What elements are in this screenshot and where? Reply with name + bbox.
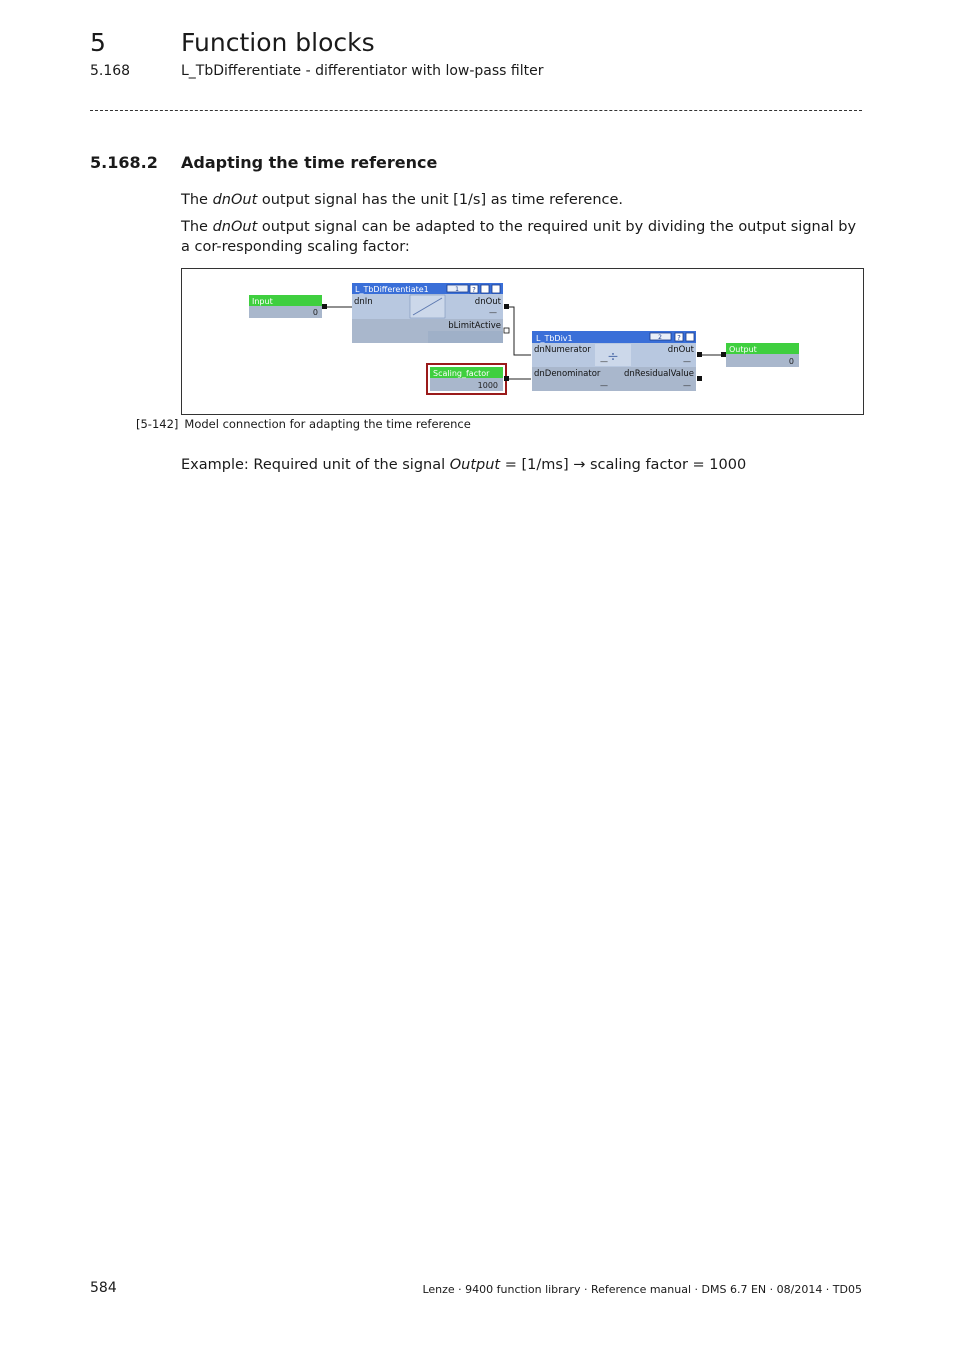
- signal-name: dnOut: [212, 192, 258, 208]
- output-signal-block[interactable]: [721, 343, 799, 367]
- figure-frame: [181, 268, 864, 415]
- function-block-diagram: [182, 269, 863, 414]
- div-numerator-value: —: [600, 357, 608, 366]
- divide-icon: ÷: [607, 349, 619, 365]
- input-value: 0: [312, 308, 318, 317]
- diff-limit-port-marker[interactable]: [504, 328, 509, 333]
- div-numerator-port: dnNumerator: [534, 345, 591, 355]
- info-icon[interactable]: [492, 285, 500, 293]
- div-residual-port: dnResidualValue: [623, 369, 694, 379]
- info-icon[interactable]: [686, 333, 694, 341]
- signal-name: Output: [449, 457, 501, 473]
- example-line: Example: Required unit of the signal Output = [1/ms] → scaling factor = 1000: [181, 457, 747, 473]
- caption-text: Model connection for adapting the time reference: [184, 417, 471, 431]
- diff-out-value: —: [489, 308, 497, 317]
- input-port-out[interactable]: [322, 304, 327, 309]
- wire-diff-to-numerator: [506, 307, 531, 355]
- svg-text:1: 1: [455, 286, 459, 293]
- div-residual-value: —: [683, 381, 691, 390]
- output-port-in[interactable]: [721, 352, 726, 357]
- section-number: 5.168: [90, 63, 131, 79]
- input-signal-block[interactable]: [249, 295, 327, 318]
- subsection-number: 5.168.2: [90, 153, 158, 172]
- div-out-port-marker[interactable]: [697, 352, 702, 357]
- scaling-label: Scaling_factor: [433, 369, 490, 378]
- diff-out-port-marker[interactable]: [504, 304, 509, 309]
- svg-text:?: ?: [677, 334, 681, 342]
- diff-limit-port: bLimitActive: [448, 321, 501, 331]
- diff-block-title: L_TbDifferentiate1: [355, 285, 429, 294]
- paragraph-time-reference: The dnOut output signal has the unit [1/s] as time reference.: [181, 192, 624, 208]
- footer-text: Lenze · 9400 function library · Reference manual · DMS 6.7 EN · 08/2014 · TD05: [422, 1283, 862, 1296]
- div-denominator-port: dnDenominator: [534, 369, 601, 379]
- svg-text:2: 2: [658, 334, 662, 341]
- chapter-title: Function blocks: [181, 28, 375, 57]
- settings-icon[interactable]: [481, 285, 489, 293]
- div-out-value: —: [683, 357, 691, 366]
- scaling-value: 1000: [477, 381, 498, 390]
- div-residual-port-marker[interactable]: [697, 376, 702, 381]
- scaling-port-out[interactable]: [504, 376, 509, 381]
- arrow-icon: →: [573, 457, 586, 473]
- div-out-port: dnOut: [667, 345, 694, 355]
- chapter-number: 5: [90, 28, 106, 57]
- header-divider: [90, 110, 862, 111]
- paragraph-scaling: The dnOut output signal can be adapted to the required unit by dividing the output signal by a cor-responding scaling factor:: [181, 219, 857, 255]
- diff-out-port: dnOut: [474, 297, 501, 307]
- div-block-title: L_TbDiv1: [536, 334, 573, 343]
- svg-text:?: ?: [472, 286, 476, 294]
- diff-in-port: dnIn: [354, 297, 373, 307]
- output-value: 0: [788, 357, 794, 366]
- output-label: Output: [729, 345, 757, 354]
- section-title: L_TbDifferentiate - differentiator with low-pass filter: [181, 63, 544, 79]
- figure-caption: [136, 417, 471, 431]
- caption-id: [5-142]: [136, 417, 179, 431]
- div-denominator-value: —: [600, 381, 608, 390]
- input-label: Input: [252, 297, 273, 306]
- divide-block[interactable]: [532, 331, 702, 391]
- scaling-factor-block[interactable]: [427, 364, 509, 394]
- differentiate-block[interactable]: [352, 283, 509, 343]
- signal-name: dnOut: [212, 219, 258, 235]
- subsection-title: Adapting the time reference: [181, 153, 438, 172]
- page-number: 584: [90, 1280, 117, 1296]
